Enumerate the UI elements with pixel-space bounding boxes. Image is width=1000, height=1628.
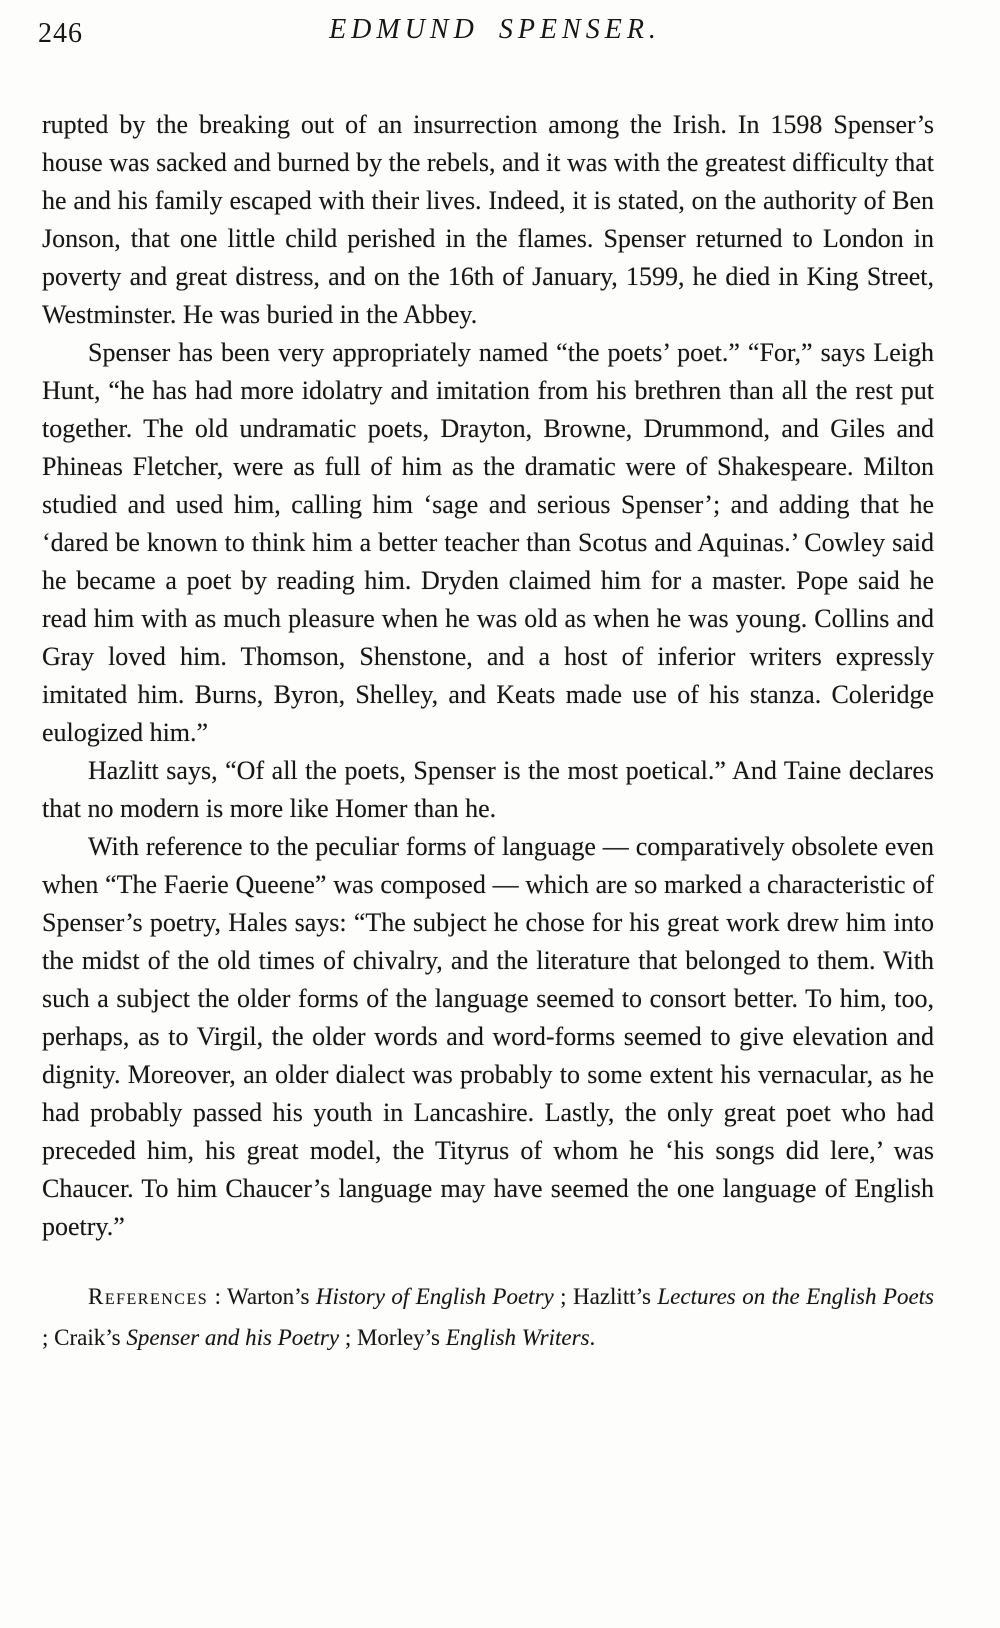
reference-segment: . bbox=[589, 1325, 596, 1350]
page-header bbox=[0, 14, 1000, 58]
page-number: 246 bbox=[38, 18, 83, 49]
running-head: EDMUND SPENSER. bbox=[329, 14, 661, 45]
paragraph: rupted by the breaking out of an insurrection among the Irish. In 1598 Spenser’s house was sacked and burned by the rebels, and it was with the greatest difficulty that he and his family escaped with their lives. Indeed, it is stated, on the authority of Ben Jonson, that one little child perished in the flames. Spenser returned to London in poverty and great distress, and on the 16th of January, 1599, he died in King Street, Westminster. He was buried in the Abbey. bbox=[42, 110, 934, 329]
reference-segment: English Writers bbox=[445, 1325, 590, 1350]
paragraph: With reference to the peculiar forms of language — comparatively obsolete even when “The Faerie Queene” was composed — which are so marked a characteristic of Spenser’s poetry, Hales says: “The subject he chose for his great work drew him into the midst of the old times of chivalry, and the literature that belonged to them. With such a subject the older forms of the language seemed to consort better. To him, too, perhaps, as to Virgil, the older words and word-forms seemed to give elevation and dignity. Moreover, an older dialect was probably to some extent his vernacular, as he had probably passed his youth in Lancashire. Lastly, the only great poet who had preceded him, his great model, the Tityrus of whom he ‘his songs did lere,’ was Chaucer. To him Chaucer’s language may have seemed the one language of English poetry.” bbox=[42, 832, 934, 1241]
reference-segment: Lectures on the English Poets bbox=[657, 1284, 934, 1309]
reference-segment: : Warton’s bbox=[208, 1284, 316, 1309]
reference-segment: ; Hazlitt’s bbox=[553, 1284, 658, 1309]
references bbox=[42, 1276, 934, 1358]
reference-segment: Spenser and his Poetry bbox=[126, 1325, 340, 1350]
paragraph: Spenser has been very appropriately named “the poets’ poet.” “For,” says Leigh Hunt, “he has had more idolatry and imitation from his brethren than all the rest put together. The old undramatic poets, Drayton, Browne, Drummond, and Giles and Phineas Fletcher, were as full of him as the dramatic were of Shakespeare. Milton studied and used him, calling him ‘sage and serious Spenser’; and adding that he ‘dared be known to think him a better teacher than Scotus and Aquinas.’ Cowley said he became a poet by reading him. Dryden claimed him for a master. Pope said he read him with as much pleasure when he was old as when he was young. Collins and Gray loved him. Thomson, Shenstone, and a host of inferior writers expressly imitated him. Burns, Byron, Shelley, and Keats made use of his stanza. Coleridge eulogized him.” bbox=[42, 338, 934, 747]
reference-segment: References bbox=[88, 1284, 209, 1309]
reference-segment: History of English Poetry bbox=[315, 1284, 554, 1309]
scanned-page-content bbox=[0, 14, 1000, 1358]
paragraph: Hazlitt says, “Of all the poets, Spenser is the most poetical.” And Taine declares that no modern is more like Homer than he. bbox=[42, 756, 934, 823]
reference-segment: ; Morley’s bbox=[339, 1325, 446, 1350]
reference-segment: ; Craik’s bbox=[42, 1325, 127, 1350]
body-text bbox=[42, 106, 934, 1246]
